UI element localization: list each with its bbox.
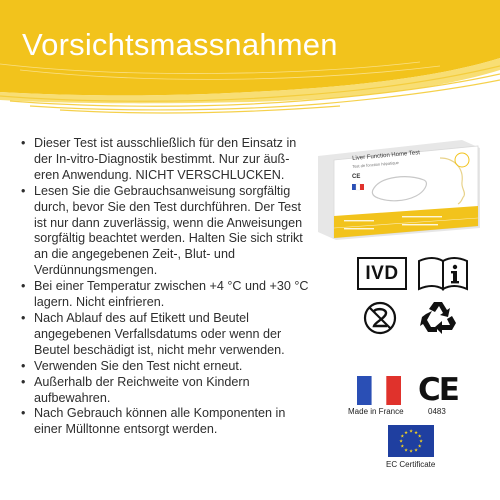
list-item: • Nach Gebrauch können alle Komponenten in einer Mülltonne entsorgt werden. — [20, 406, 310, 438]
france-flag-icon — [357, 376, 401, 405]
made-in-france-label: Made in France — [348, 407, 404, 416]
eu-star: ★ — [403, 429, 409, 435]
eu-star: ★ — [400, 433, 405, 439]
eu-star: ★ — [400, 443, 405, 449]
instructions-icon — [416, 255, 470, 293]
eu-star: ★ — [417, 433, 422, 439]
ce-number: 0483 — [428, 407, 446, 416]
eu-star: ★ — [417, 443, 422, 449]
ivd-icon — [357, 257, 407, 290]
eu-star: ★ — [403, 447, 409, 453]
eu-flag-icon — [388, 425, 434, 457]
list-item: • Dieser Test ist ausschließlich für den Einsatz in der In-vitro-Diagnostik bestimmt. Nur zur äuß-eren Anwendung. NICHT VERSCHLUCKEN. — [20, 136, 310, 184]
ec-certificate-label: EC Certificate — [386, 460, 436, 469]
ce-mark-text: CE — [418, 372, 458, 408]
list-item: • Außerhalb der Reichweite von Kindern aufbewahren. — [20, 375, 310, 407]
eu-star: ★ — [418, 438, 424, 444]
ivd-label: IVD — [365, 262, 399, 284]
list-item: • Bei einer Temperatur zwischen +4 °C und +30 °C lagern. Nicht einfrieren. — [20, 279, 310, 311]
list-item: • Verwenden Sie den Test nicht erneut. — [20, 359, 310, 375]
eu-star: ★ — [408, 428, 414, 434]
precautions-list — [20, 136, 310, 438]
recycle-icon — [420, 298, 460, 336]
list-item: • Lesen Sie die Gebrauchsanweisung sorgfältig durch, bevor Sie den Test durchführen. Der Test ist nur dann zuverlässig, wenn die Anweisungen sorgfältig beachtet werden. Halten Sie sich strikt an die angegebenen Zeit-, Blut- und Verdünnungsmengen. — [20, 184, 310, 279]
product-subtitle: Test de fonction hépatique — [352, 159, 399, 169]
eu-star: ★ — [413, 447, 419, 453]
list-item: • Nach Ablauf des auf Etikett und Beutel angegebenen Verfallsdatums oder wenn der Beutel beschädigt ist, nicht mehr verwenden. — [20, 311, 310, 359]
page-title: Vorsichtsmassnahmen — [22, 27, 338, 62]
eu-star: ★ — [413, 429, 419, 435]
single-use-icon — [362, 300, 398, 336]
product-box-image — [312, 136, 488, 242]
eu-star: ★ — [408, 448, 414, 454]
product-ce-mark: CE — [352, 174, 361, 180]
ce-mark-icon — [418, 374, 462, 406]
header-banner — [0, 0, 500, 118]
product-title: Liver Function Home Test — [352, 150, 421, 162]
eu-star: ★ — [398, 438, 404, 444]
